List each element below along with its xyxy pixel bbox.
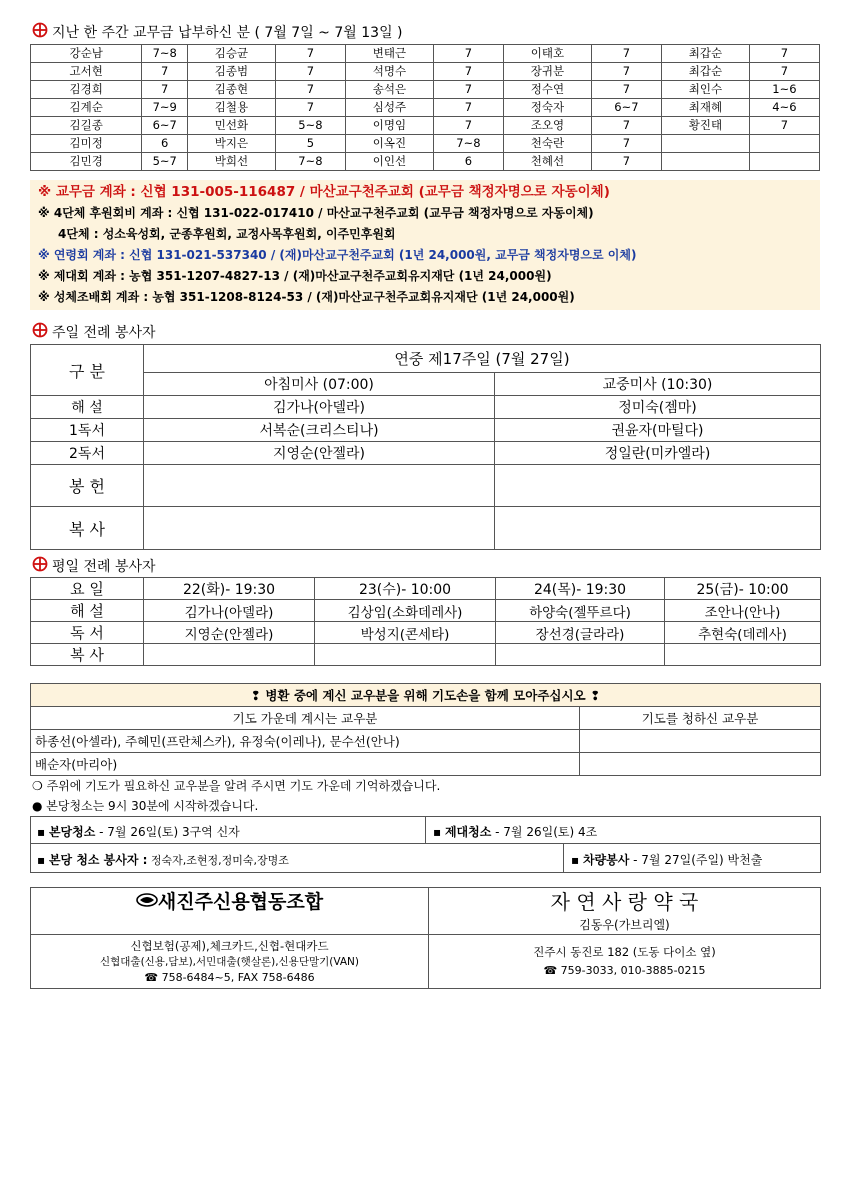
dues-name: 박희선 xyxy=(188,153,276,171)
four-groups-line: 4단체 : 성소육성회, 군종후원회, 교정사목후원회, 이주민후원회 xyxy=(58,227,396,241)
dues-months: 7~8 xyxy=(142,45,188,63)
dues-name: 송석은 xyxy=(345,81,433,99)
cell: 지영순(안젤라) xyxy=(144,442,495,465)
pharmacy-address: 진주시 동진로 182 (도동 다이소 옆) xyxy=(533,945,716,959)
dues-name: 김종현 xyxy=(188,81,276,99)
dues-name: 이태호 xyxy=(503,45,591,63)
dues-name xyxy=(661,153,749,171)
morning-mass-header: 아침미사 (07:00) xyxy=(144,372,495,395)
dues-name: 김철용 xyxy=(188,99,276,117)
prayer-requester xyxy=(580,730,821,753)
dues-months xyxy=(749,135,819,153)
credit-union-line3: ☎ 758-6484~5, FAX 758-6486 xyxy=(144,971,315,984)
sunday-title: 주일 전례 봉사자 xyxy=(52,325,156,341)
day-header: 25(금)- 10:00 xyxy=(665,578,821,600)
day-header: 23(수)- 10:00 xyxy=(315,578,496,600)
cell xyxy=(144,465,495,507)
dues-name: 고서현 xyxy=(31,63,142,81)
dues-name xyxy=(661,135,749,153)
dues-months: 7 xyxy=(591,153,661,171)
credit-union-name: 새진주신용협동조합 xyxy=(157,891,324,913)
dues-name: 민선화 xyxy=(188,117,276,135)
car-service-label: 차량봉사 xyxy=(582,853,630,867)
credit-union-line2: 신협대출(신용,담보),서민대출(햇살론),신용단말기(VAN) xyxy=(100,956,359,968)
cell: 장선경(글라라) xyxy=(496,622,665,644)
adoration-account-line: ※ 성체조배회 계좌 : 농협 351-1208-8124-53 / (재)마산교구천주교회유지재단 (1년 24,000원) xyxy=(38,290,575,304)
weekday-table xyxy=(30,577,821,666)
dues-months xyxy=(749,153,819,171)
division-cell: 구 분 xyxy=(31,345,144,396)
dues-months: 7 xyxy=(275,63,345,81)
row-label: 봉 헌 xyxy=(31,465,144,507)
prayer-table xyxy=(30,683,821,776)
support-account-line: ※ 4단체 후원회비 계좌 : 신협 131-022-017410 / 마산교구천주교회 (교무금 책정자명으로 자동이체) xyxy=(38,206,594,220)
dues-months: 5~7 xyxy=(142,153,188,171)
dues-name: 장귀분 xyxy=(503,63,591,81)
dues-name: 천혜선 xyxy=(503,153,591,171)
dues-name: 이인선 xyxy=(345,153,433,171)
row-label: 2독서 xyxy=(31,442,144,465)
dues-name: 최갑순 xyxy=(661,63,749,81)
dues-months: 6 xyxy=(142,135,188,153)
dues-months: 7 xyxy=(275,99,345,117)
dues-row xyxy=(31,99,820,117)
dues-months: 7 xyxy=(591,81,661,99)
weekday-title: 평일 전례 봉사자 xyxy=(52,559,156,575)
bell-icon: ❢ xyxy=(250,688,261,703)
main-cleaning-label: 본당청소 xyxy=(48,825,96,839)
credit-union-name-row xyxy=(31,890,428,914)
main-cleaning-value: - 7월 26일(토) 3구역 신자 xyxy=(95,825,240,839)
dues-name: 정숙자 xyxy=(503,99,591,117)
row-label: 해 설 xyxy=(31,600,144,622)
cell: 조안나(안나) xyxy=(665,600,821,622)
dues-months: 7 xyxy=(591,117,661,135)
row-label: 복 사 xyxy=(31,644,144,666)
sunday-header xyxy=(32,322,156,342)
dues-months: 7~8 xyxy=(275,153,345,171)
dues-name: 최갑순 xyxy=(661,45,749,63)
cell: 정일란(미카엘라) xyxy=(495,442,821,465)
dues-account-line: ※ 교무금 계좌 : 신협 131-005-116487 / 마산교구천주교회 (교무금 책정자명으로 자동이체) xyxy=(38,184,610,200)
prayer-requester xyxy=(580,753,821,776)
cell: 추현숙(데레사) xyxy=(665,622,821,644)
dues-name: 천숙란 xyxy=(503,135,591,153)
cleaning-box xyxy=(30,816,821,844)
dues-row xyxy=(31,81,820,99)
sunday-table xyxy=(30,344,821,550)
dues-months: 7 xyxy=(591,63,661,81)
credit-union-logo-icon xyxy=(136,891,158,913)
car-service: ▪ 차량봉사 - 7월 27일(주일) 박천출 xyxy=(571,853,763,867)
credit-union-ad xyxy=(31,888,429,988)
week-title: 연중 제17주일 (7월 27일) xyxy=(144,345,821,373)
prayer-note: ❍ 주위에 기도가 필요하신 교우분을 알려 주시면 기도 가운데 기억하겠습니다. xyxy=(32,779,441,793)
cell: 하양숙(젤뚜르다) xyxy=(496,600,665,622)
dues-months: 7 xyxy=(275,81,345,99)
dues-header xyxy=(32,22,403,42)
dues-months: 7 xyxy=(142,81,188,99)
volunteer-box xyxy=(30,843,821,873)
cleaning-volunteers: ▪ 본당 청소 봉사자 : 정숙자,조현정,정미숙,장명조 xyxy=(37,853,289,867)
dues-months: 7~8 xyxy=(433,135,503,153)
pharmacy-name: 자 연 사 랑 약 국 xyxy=(550,890,699,914)
dues-name: 변태근 xyxy=(345,45,433,63)
prayer-title-cell xyxy=(31,684,821,707)
phone-icon: ☎ xyxy=(144,971,159,984)
dues-months: 7 xyxy=(275,45,345,63)
dues-name: 조오영 xyxy=(503,117,591,135)
altar-account-line: ※ 제대회 계좌 : 농협 351-1207-4827-13 / (재)마산교구천주교회유지재단 (1년 24,000원) xyxy=(38,269,552,283)
cell xyxy=(315,644,496,666)
dues-months: 6~7 xyxy=(142,117,188,135)
dues-name: 강순남 xyxy=(31,45,142,63)
dues-months: 7 xyxy=(591,135,661,153)
dues-row xyxy=(31,153,820,171)
prayer-col1-header: 기도 가운데 계시는 교우분 xyxy=(31,707,580,730)
dues-months: 7 xyxy=(433,81,503,99)
dues-months: 7 xyxy=(749,117,819,135)
cell: 서복순(크리스티나) xyxy=(144,419,495,442)
dues-name: 최재혜 xyxy=(661,99,749,117)
pharmacy-ad xyxy=(429,888,820,988)
dues-months: 5~8 xyxy=(275,117,345,135)
dues-row xyxy=(31,63,820,81)
circled-cross-icon xyxy=(32,556,48,578)
yeonryeong-account-line: ※ 연령회 계좌 : 신협 131-021-537340 / (재)마산교구천주교회 (1년 24,000원, 교무금 책정자명으로 이체) xyxy=(38,248,637,262)
dues-months: 7 xyxy=(749,45,819,63)
dues-name: 이옥진 xyxy=(345,135,433,153)
dues-name: 김길종 xyxy=(31,117,142,135)
dues-name: 심성주 xyxy=(345,99,433,117)
dues-months: 6 xyxy=(433,153,503,171)
prayer-row: 배순자(마리아) xyxy=(31,753,580,776)
cell xyxy=(665,644,821,666)
day-header: 24(목)- 19:30 xyxy=(496,578,665,600)
accounts-box xyxy=(30,180,820,310)
pharmacy-owner: 김동우(가브리엘) xyxy=(429,916,820,935)
dues-name: 정수연 xyxy=(503,81,591,99)
weekday-header xyxy=(32,556,156,576)
phone-icon: ☎ xyxy=(543,964,558,977)
dues-months: 7 xyxy=(591,45,661,63)
dues-row xyxy=(31,117,820,135)
dues-months: 7~9 xyxy=(142,99,188,117)
dues-table xyxy=(30,44,820,171)
cell xyxy=(496,644,665,666)
row-label: 1독서 xyxy=(31,419,144,442)
row-label: 복 사 xyxy=(31,507,144,550)
dues-row xyxy=(31,45,820,63)
cell: 권윤자(마틸다) xyxy=(495,419,821,442)
main-mass-header: 교중미사 (10:30) xyxy=(495,372,821,395)
ads-box xyxy=(30,887,821,989)
dues-name: 박지은 xyxy=(188,135,276,153)
dues-name: 이명임 xyxy=(345,117,433,135)
dues-months: 7 xyxy=(433,99,503,117)
credit-union-line1: 신협보험(공제),체크카드,신협-현대카드 xyxy=(130,939,329,953)
cell: 김가나(아델라) xyxy=(144,600,315,622)
dues-months: 5 xyxy=(275,135,345,153)
cell xyxy=(495,507,821,550)
dues-months: 1~6 xyxy=(749,81,819,99)
prayer-col2-header: 기도를 청하신 교우분 xyxy=(580,707,821,730)
cell: 정미숙(젬마) xyxy=(495,396,821,419)
dues-months: 4~6 xyxy=(749,99,819,117)
cell xyxy=(144,644,315,666)
dues-months: 7 xyxy=(749,63,819,81)
dues-name: 김미정 xyxy=(31,135,142,153)
cleaning-note: ● 본당청소는 9시 30분에 시작하겠습니다. xyxy=(32,799,259,813)
cell: 박성지(콘세타) xyxy=(315,622,496,644)
cell: 지영순(안젤라) xyxy=(144,622,315,644)
dues-months: 7 xyxy=(142,63,188,81)
cell: 김상임(소화데레사) xyxy=(315,600,496,622)
cell xyxy=(144,507,495,550)
altar-cleaning: ▪ 제대청소 - 7월 26일(토) 4조 xyxy=(433,825,598,839)
dues-title: 지난 한 주간 교무금 납부하신 분 ( 7월 7일 ~ 7월 13일 ) xyxy=(52,25,403,41)
dues-name: 김민경 xyxy=(31,153,142,171)
car-service-value: - 7월 27일(주일) 박천출 xyxy=(629,853,763,867)
dues-name: 석명수 xyxy=(345,63,433,81)
dues-name: 김승균 xyxy=(188,45,276,63)
volunteers-label: 본당 청소 봉사자 : xyxy=(48,853,148,867)
volunteers-value: 정숙자,조현정,정미숙,장명조 xyxy=(147,854,289,867)
circled-cross-icon xyxy=(32,22,48,44)
pharmacy-phone: ☎ 759-3033, 010-3885-0215 xyxy=(543,964,706,977)
circled-cross-icon xyxy=(32,322,48,344)
dues-name: 김계순 xyxy=(31,99,142,117)
cell: 김가나(아델라) xyxy=(144,396,495,419)
dues-months: 6~7 xyxy=(591,99,661,117)
dues-months: 7 xyxy=(433,45,503,63)
dues-months: 7 xyxy=(433,117,503,135)
row-label: 해 설 xyxy=(31,396,144,419)
main-cleaning: ▪ 본당청소 - 7월 26일(토) 3구역 신자 xyxy=(37,825,240,839)
dues-row xyxy=(31,135,820,153)
dues-name: 황진태 xyxy=(661,117,749,135)
altar-cleaning-value: - 7월 26일(토) 4조 xyxy=(491,825,598,839)
dues-name: 김경희 xyxy=(31,81,142,99)
prayer-title: 병환 중에 계신 교우분을 위해 기도손을 함께 모아주십시오 xyxy=(265,688,586,703)
day-header: 22(화)- 19:30 xyxy=(144,578,315,600)
altar-cleaning-label: 제대청소 xyxy=(444,825,492,839)
dues-name: 김종범 xyxy=(188,63,276,81)
cell xyxy=(495,465,821,507)
day-label: 요 일 xyxy=(31,578,144,600)
dues-months: 7 xyxy=(433,63,503,81)
prayer-row: 하종선(아셀라), 주혜민(프란체스카), 유정숙(이레나), 문수선(안나) xyxy=(31,730,580,753)
dues-name: 최인수 xyxy=(661,81,749,99)
row-label: 독 서 xyxy=(31,622,144,644)
bell-icon: ❢ xyxy=(589,688,601,703)
